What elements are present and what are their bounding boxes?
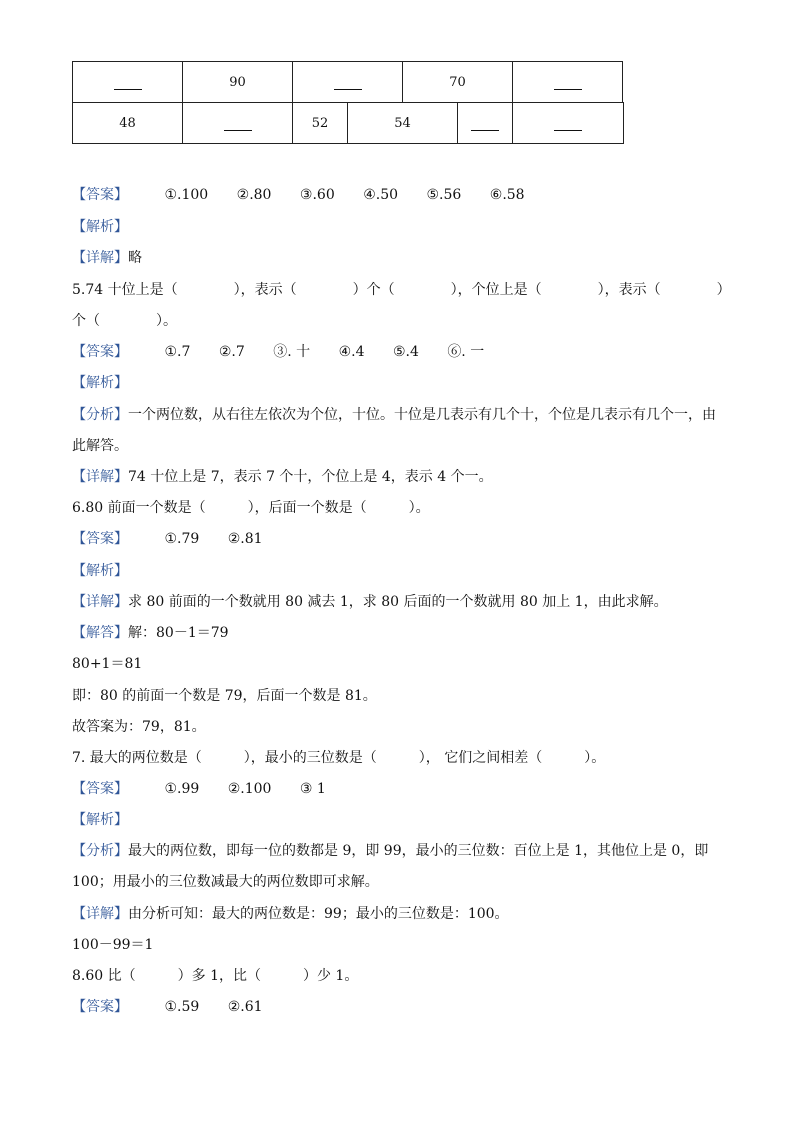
number-table xyxy=(72,61,623,103)
detail-tag: 【详解】 xyxy=(72,594,128,610)
table-cell xyxy=(458,103,513,144)
answer-item: ④.4 xyxy=(338,344,365,360)
q6-solution-2: 80+1＝81 xyxy=(72,656,143,672)
answer-list xyxy=(164,999,286,1015)
answer-tag: 【答案】 xyxy=(72,781,128,797)
table-cell xyxy=(73,62,183,103)
blank-line xyxy=(334,75,362,90)
table-row xyxy=(73,62,623,103)
answer-tag: 【答案】 xyxy=(72,999,128,1015)
answer-item: ②.100 xyxy=(227,781,272,797)
answer-item: ⑥. 一 xyxy=(447,344,485,360)
bracket: 【 xyxy=(72,812,86,828)
jiexi-label: 解析 xyxy=(86,219,114,235)
answer-item: ③. 十 xyxy=(273,344,311,360)
q7-answer-line xyxy=(72,778,350,798)
bracket: 】 xyxy=(114,375,128,391)
table-row xyxy=(73,103,624,144)
analysis-text: 一个两位数，从右往左依次为个位，十位。十位是几表示有几个十，个位是几表示有几个一，由 xyxy=(128,407,716,423)
answer-item: ④.50 xyxy=(363,187,399,203)
blank-line xyxy=(471,116,499,131)
detail-text: 由分析可知：最大的两位数是：99；最小的三位数是：100。 xyxy=(128,906,509,922)
answer-item: ①.100 xyxy=(164,187,209,203)
table-cell: 52 xyxy=(293,103,348,144)
analysis-tag: 【分析】 xyxy=(72,407,128,423)
q4-jiexi xyxy=(72,216,128,236)
q5-question: 5.74 十位上是（ ），表示（ ）个（ ），个位上是（ ），表示（ ） xyxy=(72,282,731,298)
answer-item: ⑥.58 xyxy=(489,187,525,203)
blank-line xyxy=(554,116,582,131)
table-cell xyxy=(293,62,403,103)
table-cell: 70 xyxy=(403,62,513,103)
answer-tag: 【答案】 xyxy=(72,531,128,547)
table-cell: 90 xyxy=(183,62,293,103)
q7-jiexi xyxy=(72,809,128,829)
answer-item: ⑤.56 xyxy=(426,187,462,203)
bracket: 【 xyxy=(72,219,86,235)
table-cell: 48 xyxy=(73,103,183,144)
q8-answer-line xyxy=(72,996,287,1016)
bracket: 【 xyxy=(72,375,86,391)
answer-tag: 【答案】 xyxy=(72,344,128,360)
answer-list xyxy=(164,781,349,797)
detail-tag: 【详解】 xyxy=(72,250,128,266)
detail-tag: 【详解】 xyxy=(72,906,128,922)
solution-tag: 【解答】 xyxy=(72,625,128,641)
q6-solution-4: 故答案为：79，81。 xyxy=(72,719,206,735)
answer-item: ②.81 xyxy=(227,531,263,547)
blank-line xyxy=(114,75,142,90)
answer-item: ②.7 xyxy=(218,344,245,360)
q5-answer-line xyxy=(72,341,508,361)
analysis-text: 最大的两位数，即每一位的数都是 9，即 99，最小的三位数：百位上是 1，其他位上是 0，即 xyxy=(128,843,709,859)
q7-calc: 100－99＝1 xyxy=(72,937,154,953)
detail-tag: 【详解】 xyxy=(72,469,128,485)
jiexi-label: 解析 xyxy=(86,375,114,391)
bracket: 】 xyxy=(114,563,128,579)
table-cell xyxy=(513,103,624,144)
q7-detail xyxy=(72,903,509,923)
answer-item: ⑤.4 xyxy=(392,344,419,360)
answer-list xyxy=(164,187,548,203)
detail-text: 略 xyxy=(128,250,142,266)
answer-item: ②.61 xyxy=(227,999,263,1015)
detail-text: 求 80 前面的一个数就用 80 减去 1，求 80 后面的一个数就用 80 加上 1，由此求解。 xyxy=(128,594,668,610)
q5-jiexi xyxy=(72,372,128,392)
analysis-tag: 【分析】 xyxy=(72,843,128,859)
answer-list xyxy=(164,531,286,547)
answer-item: ③.60 xyxy=(299,187,335,203)
answer-item: ②.80 xyxy=(236,187,272,203)
q7-analysis xyxy=(72,840,708,860)
jiexi-label: 解析 xyxy=(86,563,114,579)
q6-question: 6.80 前面一个数是（ ），后面一个数是（ ）。 xyxy=(72,500,430,516)
q6-solution xyxy=(72,622,229,642)
q8-question: 8.60 比（ ）多 1，比（ ）少 1。 xyxy=(72,968,359,984)
table-cell xyxy=(183,103,293,144)
answer-item: ③ 1 xyxy=(299,781,326,797)
q5-detail xyxy=(72,466,493,486)
q4-detail xyxy=(72,247,142,267)
bracket: 】 xyxy=(114,219,128,235)
answer-item: ①.7 xyxy=(164,344,191,360)
table-cell xyxy=(513,62,623,103)
q4-answer-line xyxy=(72,184,549,204)
q6-detail xyxy=(72,591,668,611)
q6-jiexi xyxy=(72,560,128,580)
q7-question: 7. 最大的两位数是（ ），最小的三位数是（ ）， 它们之间相差（ ）。 xyxy=(72,750,606,766)
table-cell: 54 xyxy=(348,103,458,144)
answer-list xyxy=(164,341,508,361)
q7-analysis-cont: 100；用最小的三位数减最大的两位数即可求解。 xyxy=(72,874,379,890)
q6-answer-line xyxy=(72,528,287,548)
bracket: 】 xyxy=(114,812,128,828)
answer-item: ①.79 xyxy=(164,531,200,547)
q6-solution-3: 即：80 的前面一个数是 79，后面一个数是 81。 xyxy=(72,688,377,704)
detail-text: 74 十位上是 7，表示 7 个十，个位上是 4，表示 4 个一。 xyxy=(128,469,493,485)
number-table-row2 xyxy=(72,102,624,144)
answer-item: ①.99 xyxy=(164,781,200,797)
answer-tag: 【答案】 xyxy=(72,187,128,203)
q5-analysis-cont: 此解答。 xyxy=(72,438,128,454)
q5-question-cont: 个（ ）。 xyxy=(72,313,177,329)
q5-analysis xyxy=(72,404,716,424)
bracket: 【 xyxy=(72,563,86,579)
blank-line xyxy=(554,75,582,90)
jiexi-label: 解析 xyxy=(86,812,114,828)
answer-item: ①.59 xyxy=(164,999,200,1015)
blank-line xyxy=(224,116,252,131)
solution-text: 解：80－1＝79 xyxy=(128,625,229,641)
